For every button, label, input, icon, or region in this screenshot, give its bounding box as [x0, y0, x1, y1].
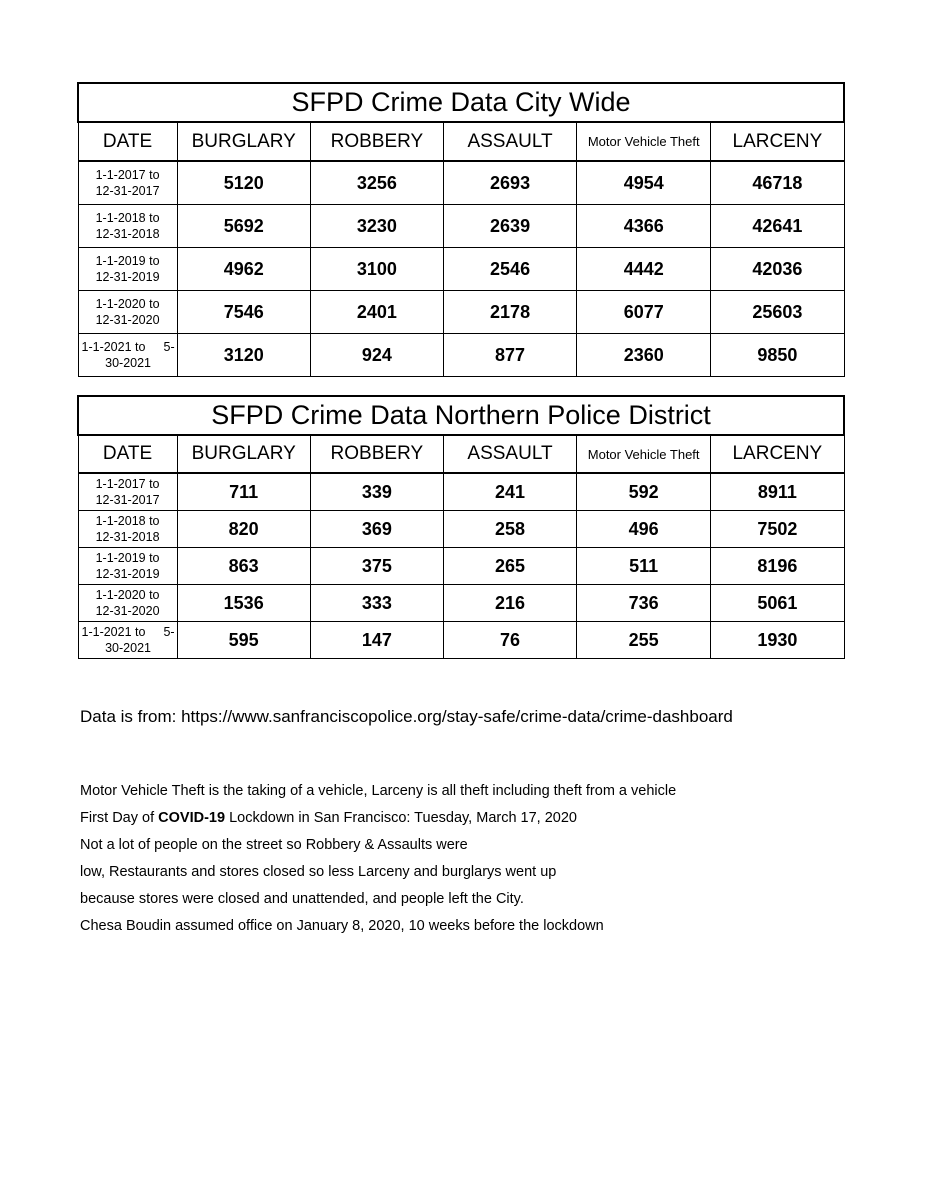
- assault-cell: 216: [443, 585, 576, 622]
- motor-vehicle-theft-cell: 6077: [577, 291, 711, 334]
- assault-cell: 258: [443, 511, 576, 548]
- assault-cell: 241: [443, 473, 576, 511]
- motor-vehicle-theft-cell: 592: [577, 473, 711, 511]
- larceny-cell: 9850: [711, 334, 844, 377]
- assault-cell: 76: [443, 622, 576, 659]
- burglary-cell: 595: [177, 622, 310, 659]
- motor-vehicle-theft-cell: 736: [577, 585, 711, 622]
- burglary-cell: 5692: [177, 205, 310, 248]
- date-cell: 1-1-2020 to 12-31-2020: [78, 585, 177, 622]
- date-cell: 1-1-2017 to 12-31-2017: [78, 161, 177, 205]
- robbery-cell: 147: [310, 622, 443, 659]
- table-row: [78, 511, 844, 548]
- header-motor-vehicle-theft: Motor Vehicle Theft: [577, 435, 711, 473]
- larceny-cell: 46718: [711, 161, 844, 205]
- note-line: Chesa Boudin assumed office on January 8, 2020, 10 weeks before the lockdown: [80, 918, 604, 934]
- table-row: [78, 473, 844, 511]
- notes-block: [80, 778, 676, 940]
- header-burglary: BURGLARY: [177, 122, 310, 161]
- robbery-cell: 3100: [310, 248, 443, 291]
- header-date: DATE: [78, 122, 177, 161]
- motor-vehicle-theft-cell: 255: [577, 622, 711, 659]
- table-row: [78, 248, 844, 291]
- larceny-cell: 42641: [711, 205, 844, 248]
- motor-vehicle-theft-cell: 4366: [577, 205, 711, 248]
- assault-cell: 2178: [443, 291, 576, 334]
- larceny-cell: 5061: [711, 585, 844, 622]
- header-date: DATE: [78, 435, 177, 473]
- header-robbery: ROBBERY: [310, 435, 443, 473]
- date-cell: 1-1-2021 to 5- 30-2021: [78, 622, 177, 659]
- robbery-cell: 339: [310, 473, 443, 511]
- table-row: [78, 334, 844, 377]
- burglary-cell: 5120: [177, 161, 310, 205]
- robbery-cell: 2401: [310, 291, 443, 334]
- burglary-cell: 711: [177, 473, 310, 511]
- assault-cell: 2639: [443, 205, 576, 248]
- date-cell: 1-1-2019 to 12-31-2019: [78, 248, 177, 291]
- robbery-cell: 333: [310, 585, 443, 622]
- date-cell: 1-1-2021 to 5- 30-2021: [78, 334, 177, 377]
- motor-vehicle-theft-cell: 4442: [577, 248, 711, 291]
- date-cell: 1-1-2020 to 12-31-2020: [78, 291, 177, 334]
- date-cell: 1-1-2019 to 12-31-2019: [78, 548, 177, 585]
- assault-cell: 2546: [443, 248, 576, 291]
- robbery-cell: 375: [310, 548, 443, 585]
- table-row: [78, 205, 844, 248]
- burglary-cell: 7546: [177, 291, 310, 334]
- motor-vehicle-theft-cell: 4954: [577, 161, 711, 205]
- motor-vehicle-theft-cell: 2360: [577, 334, 711, 377]
- burglary-cell: 863: [177, 548, 310, 585]
- covid-highlight: COVID-19: [158, 810, 226, 826]
- header-robbery: ROBBERY: [310, 122, 443, 161]
- date-cell: 1-1-2018 to 12-31-2018: [78, 205, 177, 248]
- header-assault: ASSAULT: [443, 435, 576, 473]
- table-row: [78, 585, 844, 622]
- table-row: [78, 622, 844, 659]
- larceny-cell: 25603: [711, 291, 844, 334]
- header-burglary: BURGLARY: [177, 435, 310, 473]
- header-assault: ASSAULT: [443, 122, 576, 161]
- larceny-cell: 1930: [711, 622, 844, 659]
- assault-cell: 877: [443, 334, 576, 377]
- note-line: low, Restaurants and stores closed so less Larceny and burglarys went up: [80, 864, 557, 880]
- burglary-cell: 820: [177, 511, 310, 548]
- table-row: [78, 548, 844, 585]
- data-source-text: Data is from: https://www.sanfranciscopolice.org/stay-safe/crime-data/crime-dashboard: [80, 707, 733, 726]
- larceny-cell: 8196: [711, 548, 844, 585]
- note-line: Motor Vehicle Theft is the taking of a vehicle, Larceny is all theft including theft from a vehicle: [80, 783, 677, 799]
- motor-vehicle-theft-cell: 496: [577, 511, 711, 548]
- header-motor-vehicle-theft: Motor Vehicle Theft: [577, 122, 711, 161]
- note-line: because stores were closed and unattended, and people left the City.: [80, 891, 524, 907]
- note-line: First Day of COVID-19 Lockdown in San Francisco: Tuesday, March 17, 2020: [80, 810, 577, 826]
- robbery-cell: 369: [310, 511, 443, 548]
- header-larceny: LARCENY: [711, 435, 844, 473]
- city-wide-table: [77, 82, 845, 377]
- burglary-cell: 3120: [177, 334, 310, 377]
- burglary-cell: 1536: [177, 585, 310, 622]
- burglary-cell: 4962: [177, 248, 310, 291]
- assault-cell: 265: [443, 548, 576, 585]
- larceny-cell: 7502: [711, 511, 844, 548]
- header-larceny: LARCENY: [711, 122, 844, 161]
- table-title: SFPD Crime Data City Wide: [78, 83, 844, 122]
- northern-district-table: [77, 395, 845, 659]
- table-title: SFPD Crime Data Northern Police District: [78, 396, 844, 435]
- table-row: [78, 291, 844, 334]
- robbery-cell: 924: [310, 334, 443, 377]
- date-cell: 1-1-2018 to 12-31-2018: [78, 511, 177, 548]
- date-cell: 1-1-2017 to 12-31-2017: [78, 473, 177, 511]
- larceny-cell: 42036: [711, 248, 844, 291]
- robbery-cell: 3230: [310, 205, 443, 248]
- assault-cell: 2693: [443, 161, 576, 205]
- note-line: Not a lot of people on the street so Robbery & Assaults were: [80, 837, 468, 853]
- motor-vehicle-theft-cell: 511: [577, 548, 711, 585]
- larceny-cell: 8911: [711, 473, 844, 511]
- robbery-cell: 3256: [310, 161, 443, 205]
- table-row: [78, 161, 844, 205]
